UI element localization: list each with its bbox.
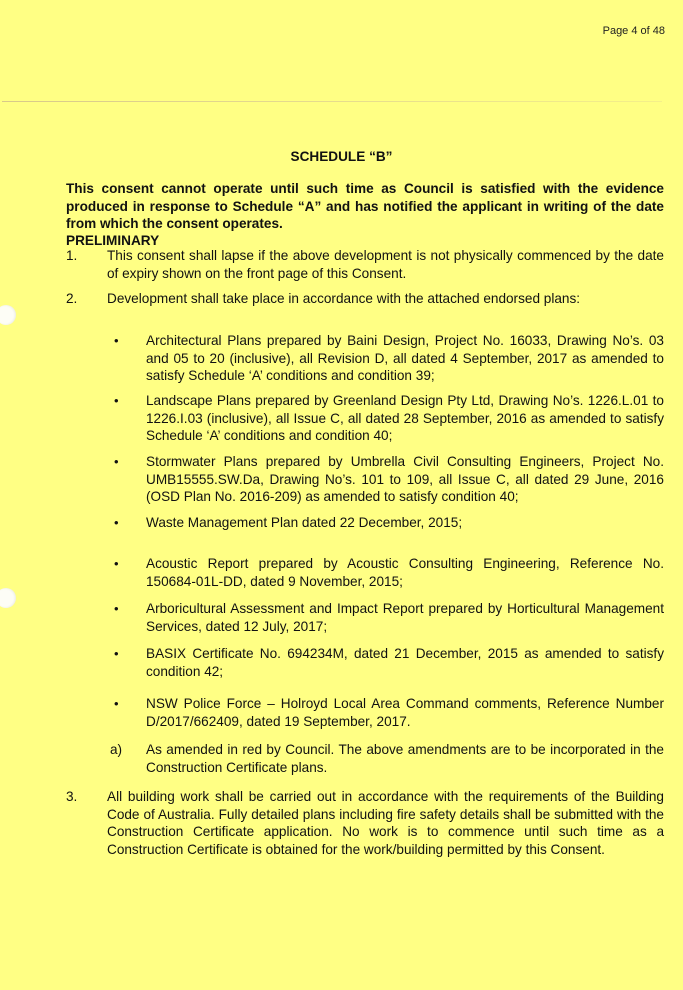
bullet-icon: • [114,696,119,711]
plan-text: NSW Police Force – Holroyd Local Area Command comments, Reference Number D/2017/662409, dated 19 September, 2017. [146,696,664,729]
plan-list-item [114,453,664,506]
intro-paragraph: This consent cannot operate until such time as Council is satisfied with the evidence produced in response to Schedule “A” and has notified the applicant in writing of the date from which the consent operates. [66,181,664,231]
sub-clause-a [110,741,664,776]
punch-hole-top [0,305,16,325]
condition-text: All building work shall be carried out in accordance with the requirements of the Building Code of Australia. Fully detailed plans including fire safety details shall be submitted with the Construction Certificate application. No work is to commence until such time as a Construction Certificate is obtained for the work/building permitted by this Consent. [107,789,664,857]
plan-list-item [114,392,664,445]
plan-list-item [114,514,664,532]
condition-3 [66,788,664,858]
condition-number: 1. [66,248,78,263]
bullet-icon: • [114,601,119,616]
plan-text: Waste Management Plan dated 22 December, 2015; [146,515,463,530]
plan-text: Architectural Plans prepared by Baini Design, Project No. 16033, Drawing No’s. 03 and 05 to 20 (inclusive), all Revision D, all dated 4 September, 2017 as amended to satisfy Schedule ‘A’ conditions and condition 39; [146,333,664,383]
bullet-icon: • [114,333,119,348]
plan-text: Arboricultural Assessment and Impact Report prepared by Horticultural Management Services, dated 12 July, 2017; [146,601,664,634]
condition-text: Development shall take place in accordance with the attached endorsed plans: [107,291,581,306]
condition-number: 2. [66,291,78,306]
bullet-icon: • [114,646,119,661]
sub-clause-text: As amended in red by Council. The above amendments are to be incorporated in the Construction Certificate plans. [146,742,664,775]
condition-2 [66,290,664,308]
plan-text: BASIX Certificate No. 694234M, dated 21 December, 2015 as amended to satisfy condition 42; [146,646,664,679]
schedule-title: SCHEDULE “B” [290,149,393,164]
plan-list-item [114,555,664,590]
bullet-icon: • [114,515,119,530]
condition-1 [66,247,664,282]
condition-text: This consent shall lapse if the above development is not physically commenced by the date of expiry shown on the front page of this Consent. [107,248,664,281]
condition-number: 3. [66,789,78,804]
sub-clause-label: a) [110,742,123,757]
section-heading: PRELIMINARY [66,233,160,248]
header-divider [2,101,662,102]
plan-text: Acoustic Report prepared by Acoustic Consulting Engineering, Reference No. 150684-01L-DD, dated 9 November, 2015; [146,556,664,589]
plan-text: Landscape Plans prepared by Greenland Design Pty Ltd, Drawing No’s. 1226.L.01 to 1226.I.03 (inclusive), all Issue C, all dated 28 September, 2016 as amended to satisfy Schedule ‘A’ conditions and condition 40; [146,393,664,443]
page-number: Page 4 of 48 [602,25,665,37]
plan-list-item [114,600,664,635]
plan-text: Stormwater Plans prepared by Umbrella Civil Consulting Engineers, Project No. UMB15555.SW.Da, Drawing No’s. 101 to 109, all Issue C, all dated 29 June, 2016 (OSD Plan No. 2016-209) as amended to satisfy condition 40; [146,454,664,504]
plan-list-item [114,645,664,680]
plan-list-item [114,695,664,730]
plan-list-item [114,332,664,385]
punch-hole-bottom [0,588,16,608]
bullet-icon: • [114,393,119,408]
bullet-icon: • [114,454,119,469]
bullet-icon: • [114,556,119,571]
